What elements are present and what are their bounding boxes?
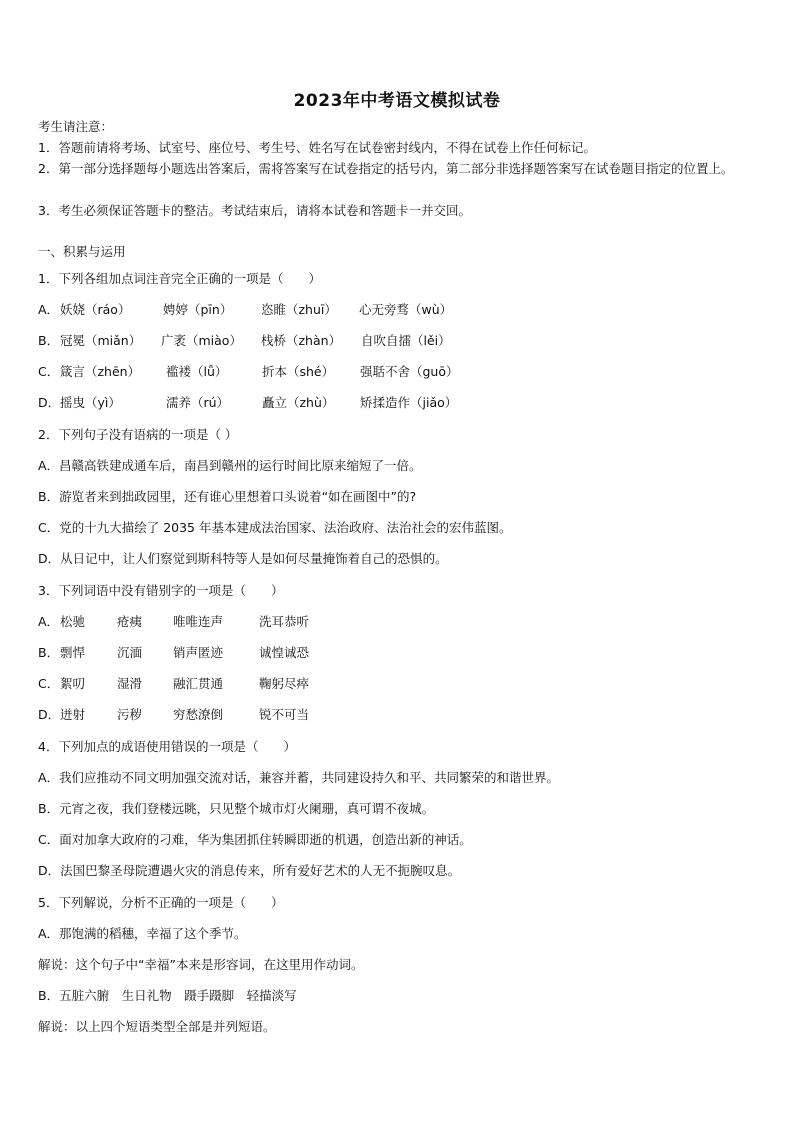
q4-option: D．法国巴黎圣母院遭遇火灾的消息传来，所有爱好艺术的人无不扼腕叹息。 xyxy=(38,863,461,878)
option-word: 矫揉造作（jiǎo） xyxy=(360,395,458,410)
option-word: 自吹自擂（lěi） xyxy=(361,333,451,348)
q1-option-c xyxy=(38,363,459,381)
q5-stem: 5．下列解说，分析不正确的一项是（ ） xyxy=(38,895,284,910)
option-word: 心无旁骛（wù） xyxy=(359,302,453,317)
option-label: A． xyxy=(38,614,60,629)
option-word: 箴言（zhēn） xyxy=(60,364,141,379)
option-word: 褴褛（lǚ） xyxy=(166,364,228,379)
option-word: 折本（shé） xyxy=(262,364,335,379)
option-label: C． xyxy=(38,676,60,691)
option-word: 冠冕（miǎn） xyxy=(60,333,142,348)
q1-option-d xyxy=(38,394,457,412)
q4-option: B．元宵之夜，我们登楼远眺，只见整个城市灯火阑珊，真可谓不夜城。 xyxy=(38,801,435,816)
notice-item: 2．第一部分选择题每小题选出答案后，需将答案写在试卷指定的括号内，第二部分非选择题答案写在试卷题目指定的位置上。 xyxy=(38,161,734,176)
option-label: B． xyxy=(38,333,60,348)
q1-option-b xyxy=(38,332,451,350)
q3-option-b xyxy=(38,644,309,662)
option-word: 穷愁潦倒 xyxy=(173,707,224,722)
option-word: 疮痍 xyxy=(117,614,143,629)
q3-stem: 3．下列词语中没有错别字的一项是（ ） xyxy=(38,583,284,598)
q3-option-d xyxy=(38,706,309,724)
option-word: 剽悍 xyxy=(60,645,86,660)
option-label: B． xyxy=(38,645,60,660)
option-label: D． xyxy=(38,707,61,722)
q1-option-a xyxy=(38,301,452,319)
option-word: 广袤（miào） xyxy=(161,333,242,348)
exam-title: 2023年中考语文模拟试卷 xyxy=(293,91,501,111)
option-word: 妖娆（ráo） xyxy=(60,302,131,317)
q5-line: A．那饱满的稻穗，幸福了这个季节。 xyxy=(38,926,247,941)
section-heading: 一、积累与运用 xyxy=(38,244,126,259)
option-word: 迸射 xyxy=(60,707,86,722)
option-word: 絮叨 xyxy=(60,676,86,691)
option-word: 污秽 xyxy=(117,707,143,722)
option-word: 沉湎 xyxy=(117,645,143,660)
notice-item: 1．答题前请将考场、试室号、座位号、考生号、姓名写在试卷密封线内，不得在试卷上作任何标记。 xyxy=(38,140,596,155)
q2-stem: 2．下列句子没有语病的一项是（ ） xyxy=(38,427,238,442)
q3-option-c xyxy=(38,675,309,693)
option-label: C． xyxy=(38,364,60,379)
option-word: 唯唯连声 xyxy=(173,614,224,629)
q4-option: A．我们应推动不同文明加强交流对话，兼容并蓄，共同建设持久和平、共同繁荣的和谐世界。 xyxy=(38,770,560,785)
q2-option: D．从日记中，让人们察觉到斯科特等人是如何尽量掩饰着自己的恐惧的。 xyxy=(38,551,448,566)
notice-heading: 考生请注意： xyxy=(38,119,114,134)
q2-option: B．游览者来到拙政园里，还有谁心里想着口头说着“如在画图中”的? xyxy=(38,489,417,504)
q3-option-a xyxy=(38,613,309,631)
option-word: 锐不可当 xyxy=(259,707,310,722)
q2-option: A．昌赣高铁建成通车后，南昌到赣州的运行时间比原来缩短了一倍。 xyxy=(38,458,422,473)
option-word: 强聒不舍（guō） xyxy=(360,364,459,379)
option-word: 销声匿迹 xyxy=(173,645,224,660)
option-word: 矗立（zhù） xyxy=(262,395,335,410)
q5-explanation: 解说：这个句子中“幸福”本来是形容词，在这里用作动词。 xyxy=(38,957,364,972)
option-word: 鞠躬尽瘁 xyxy=(259,676,310,691)
option-word: 诚惶诚恐 xyxy=(259,645,310,660)
option-word: 恣睢（zhuī） xyxy=(261,302,337,317)
q5-line: B．五脏六腑 生日礼物 蹑手蹑脚 轻描淡写 xyxy=(38,988,297,1003)
option-word: 濡养（rú） xyxy=(166,395,230,410)
option-word: 栈桥（zhàn） xyxy=(261,333,342,348)
option-label: A． xyxy=(38,302,60,317)
option-word: 摇曳（yì） xyxy=(60,395,121,410)
q1-stem: 1．下列各组加点词注音完全正确的一项是（ ） xyxy=(38,271,321,286)
notice-item: 3．考生必须保证答题卡的整洁。考试结束后，请将本试卷和答题卡一并交回。 xyxy=(38,203,471,218)
option-word: 湿滑 xyxy=(117,676,143,691)
q4-stem: 4．下列加点的成语使用错误的一项是（ ） xyxy=(38,739,296,754)
option-word: 洗耳恭听 xyxy=(259,614,310,629)
q2-option: C．党的十九大描绘了 2035 年基本建成法治国家、法治政府、法治社会的宏伟蓝图。 xyxy=(38,520,512,535)
option-label: D． xyxy=(38,395,61,410)
option-word: 娉婷（pīn） xyxy=(163,302,233,317)
option-word: 融汇贯通 xyxy=(173,676,224,691)
q4-option: C．面对加拿大政府的刁难，华为集团抓住转瞬即逝的机遇，创造出新的神话。 xyxy=(38,832,472,847)
option-word: 松驰 xyxy=(60,614,86,629)
q5-explanation: 解说：以上四个短语类型全部是并列短语。 xyxy=(38,1019,276,1034)
